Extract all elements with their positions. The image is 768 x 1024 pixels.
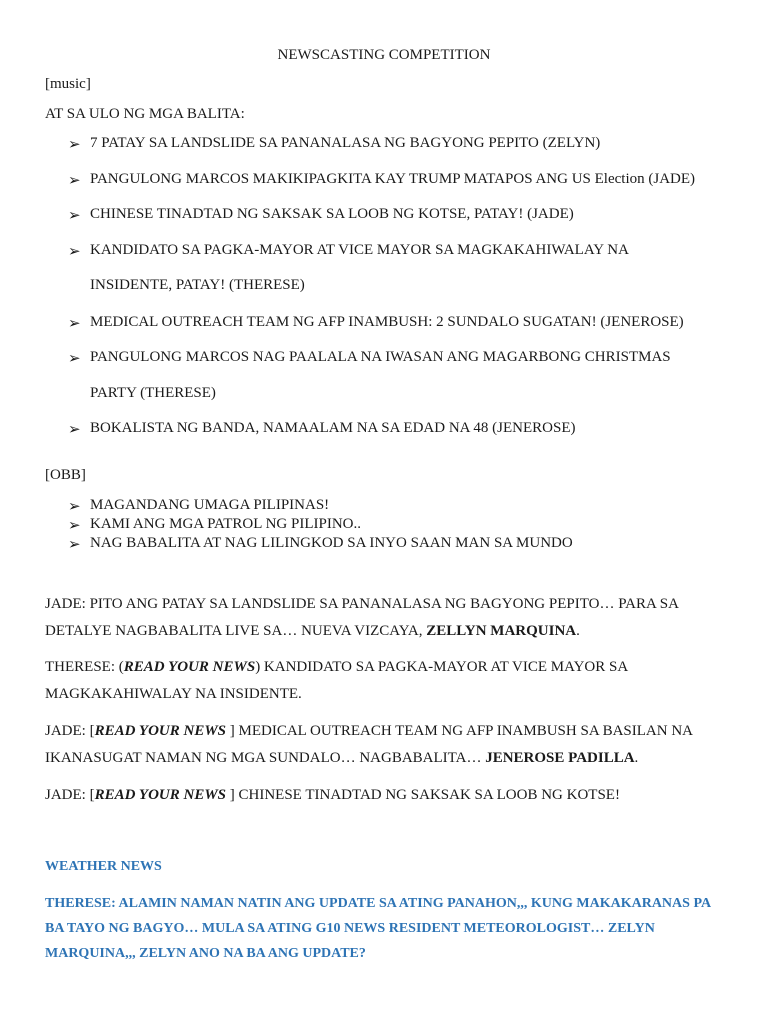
list-item	[0, 135, 768, 155]
paragraph-text: ] MEDICAL OUTREACH TEAM NG AFP INAMBUSH SA BASILAN NA IKANASUGAT NAMAN NG MGA SUNDALO… NAGBABALITA…	[45, 723, 693, 766]
list-item	[0, 535, 768, 555]
obb-text: NAG BABALITA AT NAG LILINGKOD SA INYO SAAN MAN SA MUNDO	[90, 535, 573, 551]
headline-text: BOKALISTA NG BANDA, NAMAALAM NA SA EDAD NA 48 (JENEROSE)	[90, 420, 576, 436]
arrow-bullet-icon: ➢	[68, 422, 81, 438]
list-item	[0, 349, 768, 369]
script-paragraph-jade-1	[45, 591, 725, 645]
headline-text: MEDICAL OUTREACH TEAM NG AFP INAMBUSH: 2 SUNDALO SUGATAN! (JENEROSE)	[90, 314, 684, 330]
arrow-bullet-icon: ➢	[68, 208, 81, 224]
reporter-name: JENEROSE PADILLA	[485, 750, 635, 766]
script-paragraph-jade-3	[45, 782, 725, 809]
read-your-news-cue: READ YOUR NEWS	[123, 659, 256, 675]
read-your-news-cue: READ YOUR NEWS	[94, 787, 230, 803]
list-item	[0, 420, 768, 440]
list-item	[0, 171, 768, 191]
list-item	[0, 516, 768, 536]
arrow-bullet-icon: ➢	[68, 518, 81, 534]
paragraph-text: JADE: PITO ANG PATAY SA LANDSLIDE SA PANANALASA NG BAGYONG PEPITO… PARA SA DETALYE NAGBABALITA LIVE SA… NUEVA VIZCAYA,	[45, 596, 679, 639]
weather-heading: WEATHER NEWS	[45, 859, 162, 874]
paragraph-text: ) KANDIDATO SA PAGKA-MAYOR AT VICE MAYOR SA MAGKAKAHIWALAY NA INSIDENTE.	[45, 659, 628, 702]
list-item	[0, 206, 768, 226]
script-paragraph-jade-2	[45, 718, 725, 772]
arrow-bullet-icon: ➢	[68, 316, 81, 332]
list-item-continuation	[0, 385, 768, 405]
obb-text: KAMI ANG MGA PATROL NG PILIPINO..	[90, 516, 361, 532]
headline-text: PANGULONG MARCOS NAG PAALALA NA IWASAN ANG MAGARBONG CHRISTMAS	[90, 349, 671, 365]
arrow-bullet-icon: ➢	[68, 137, 81, 153]
paragraph-end: .	[576, 623, 580, 639]
arrow-bullet-icon: ➢	[68, 537, 81, 553]
speaker-label: JADE: [	[45, 787, 95, 803]
speaker-label: THERESE: (	[45, 659, 124, 675]
list-item	[0, 242, 768, 262]
speaker-label: JADE: [	[45, 723, 95, 739]
headline-text-continued: PARTY (THERESE)	[90, 385, 216, 401]
headlines-intro: AT SA ULO NG MGA BALITA:	[45, 106, 245, 122]
obb-cue: [OBB]	[45, 467, 86, 483]
arrow-bullet-icon: ➢	[68, 244, 81, 260]
list-item	[0, 497, 768, 517]
arrow-bullet-icon: ➢	[68, 351, 81, 367]
headline-text: PANGULONG MARCOS MAKIKIPAGKITA KAY TRUMP MATAPOS ANG US Election (JADE)	[90, 171, 696, 187]
headline-text-continued: INSIDENTE, PATAY! (THERESE)	[90, 277, 305, 293]
headline-text: KANDIDATO SA PAGKA-MAYOR AT VICE MAYOR SA MAGKAKAHIWALAY NA	[90, 242, 629, 258]
read-your-news-cue: READ YOUR NEWS	[94, 723, 230, 739]
music-cue: [music]	[45, 76, 91, 92]
arrow-bullet-icon: ➢	[68, 499, 81, 515]
arrow-bullet-icon: ➢	[68, 173, 81, 189]
weather-paragraph: THERESE: ALAMIN NAMAN NATIN ANG UPDATE SA ATING PANAHON,,, KUNG MAKAKARANAS PA BA TAYO NG BAGYO… MULA SA ATING G10 NEWS RESIDENT METEOROLOGIST… ZELYN MARQUINA,,, ZELYN ANO NA BA ANG UPDATE?	[45, 896, 711, 961]
paragraph-end: .	[634, 750, 639, 766]
headline-text: 7 PATAY SA LANDSLIDE SA PANANALASA NG BAGYONG PEPITO (ZELYN)	[90, 135, 601, 151]
headline-text: CHINESE TINADTAD NG SAKSAK SA LOOB NG KOTSE, PATAY! (JADE)	[90, 206, 574, 222]
obb-text: MAGANDANG UMAGA PILIPINAS!	[90, 497, 330, 513]
document-title: NEWSCASTING COMPETITION	[277, 47, 491, 63]
list-item-continuation	[0, 277, 768, 297]
reporter-name: ZELLYN MARQUINA	[426, 623, 577, 639]
script-paragraph-therese	[45, 654, 725, 708]
list-item	[0, 314, 768, 334]
paragraph-text: ] CHINESE TINADTAD NG SAKSAK SA LOOB NG KOTSE!	[229, 787, 620, 803]
